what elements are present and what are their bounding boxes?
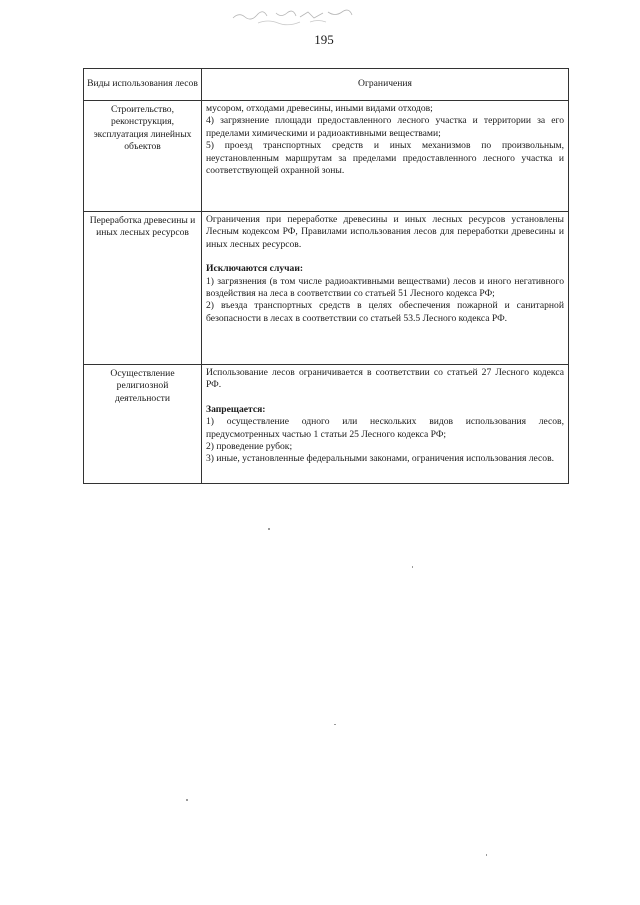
scan-speck xyxy=(186,799,188,801)
usage-cell: Строительство, реконструкция, эксплуатация линейных объектов xyxy=(84,101,202,212)
usage-cell: Переработка древесины и иных лесных ресурсов xyxy=(84,212,202,365)
restrictions-table xyxy=(83,68,569,484)
restriction-intro: Использование лесов ограничивается в соответствии со статьей 27 Лесного кодекса РФ. xyxy=(206,367,564,391)
table-row xyxy=(84,101,569,212)
restriction-paragraph: 5) проезд транспортных средств и иных механизмов по произвольным, неустановленным маршрутам за пределами предоставленного лесного участка и соответствующей охранной зоны. xyxy=(206,140,564,177)
page-number: 195 xyxy=(314,32,334,47)
table-row xyxy=(84,212,569,365)
table-header-row xyxy=(84,69,569,101)
restriction-item: 3) иные, установленные федеральными законами, ограничения использования лесов. xyxy=(206,453,555,465)
table-row xyxy=(84,365,569,484)
restriction-cell xyxy=(202,101,569,212)
header-restrictions: Ограничения xyxy=(202,69,569,101)
restriction-heading: Исключаются случаи: xyxy=(206,263,304,275)
restriction-heading: Запрещается: xyxy=(206,403,266,415)
restriction-item: 2) въезда транспортных средств в целях обеспечения пожарной и санитарной безопасности в лесах в соответствии со статьей 53.5 Лесного кодекса РФ. xyxy=(206,300,564,324)
header-usage: Виды использования лесов xyxy=(84,69,202,101)
restriction-item: 1) осуществление одного или нескольких видов использования лесов, предусмотренных частью 1 статьи 25 Лесного кодекса РФ; xyxy=(206,416,564,440)
restriction-item: 1) загрязнения (в том числе радиоактивными веществами) лесов и иного негативного воздействия на леса в соответствии со статьей 51 Лесного кодекса РФ; xyxy=(206,275,564,300)
restriction-paragraph: мусором, отходами древесины, иными видами отходов; xyxy=(206,103,433,114)
scan-speck xyxy=(412,566,413,568)
scan-speck xyxy=(486,854,487,856)
restriction-cell xyxy=(202,365,569,484)
restriction-cell xyxy=(202,212,569,365)
usage-cell: Осуществление религиозной деятельности xyxy=(84,365,202,484)
scan-speck xyxy=(268,528,270,530)
scan-artifact xyxy=(228,4,368,26)
restriction-intro: Ограничения при переработке древесины и иных лесных ресурсов установлены Лесным кодексом РФ, Правилами использования лесов для переработки древесины и иных лесных ресурсов. xyxy=(206,214,564,250)
restriction-item: 2) проведение рубок; xyxy=(206,441,293,453)
restriction-paragraph: 4) загрязнение площади предоставленного лесного участка и территории за его пределами химическими и радиоактивными веществами; xyxy=(206,115,564,139)
scan-speck xyxy=(334,724,336,725)
